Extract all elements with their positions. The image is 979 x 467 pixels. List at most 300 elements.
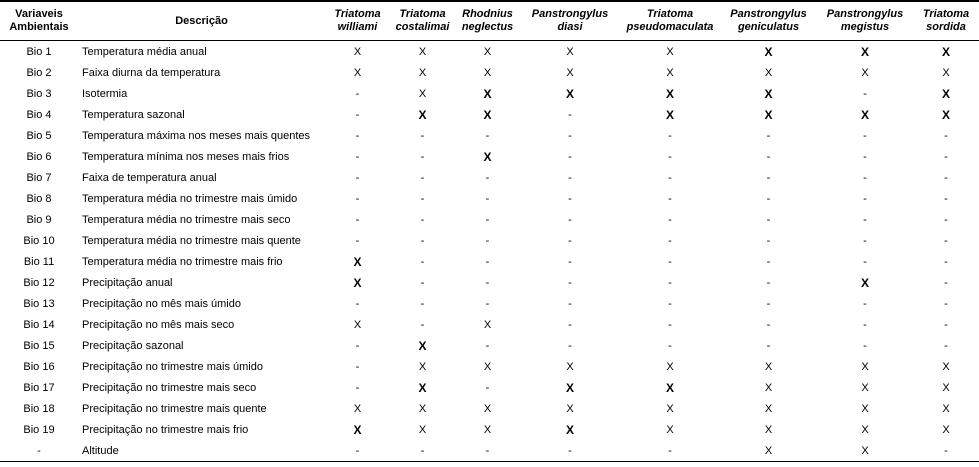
- table-row: [0, 209, 979, 230]
- mark-cell: [390, 125, 455, 146]
- mark-value: X: [941, 86, 950, 101]
- mark-value: X: [665, 107, 674, 122]
- mark-value: X: [353, 402, 362, 415]
- mark-cell: [817, 188, 913, 209]
- mark-value: -: [568, 339, 572, 352]
- mark-cell: [720, 230, 817, 251]
- mark-cell: [620, 419, 720, 440]
- mark-value: -: [485, 276, 490, 289]
- mark-cell: [720, 83, 817, 104]
- table-row: [0, 104, 979, 125]
- mark-cell: [325, 188, 390, 209]
- mark-value: X: [418, 360, 427, 373]
- mark-value: X: [860, 275, 869, 290]
- mark-value: -: [863, 192, 867, 205]
- mark-cell: [720, 272, 817, 293]
- mark-cell: [390, 188, 455, 209]
- mark-cell: [390, 293, 455, 314]
- mark-value: X: [764, 107, 773, 122]
- mark-value: -: [420, 297, 425, 310]
- mark-cell: [390, 356, 455, 377]
- table-row: [0, 398, 979, 419]
- table-row: [0, 272, 979, 293]
- mark-value: X: [483, 318, 492, 331]
- mark-value: -: [944, 171, 948, 184]
- mark-value: -: [863, 129, 867, 142]
- mark-cell: [520, 146, 620, 167]
- mark-value: -: [485, 192, 490, 205]
- mark-cell: [913, 125, 979, 146]
- mark-value: X: [483, 66, 492, 79]
- mark-cell: [913, 440, 979, 462]
- mark-cell: [455, 146, 520, 167]
- mark-cell: [913, 104, 979, 125]
- mark-cell: [817, 62, 913, 83]
- mark-cell: [390, 41, 455, 63]
- mark-value: -: [420, 444, 425, 457]
- mark-value: X: [665, 86, 674, 101]
- mark-cell: [913, 419, 979, 440]
- mark-value: X: [665, 380, 674, 395]
- mark-value: X: [666, 360, 674, 373]
- description-cell: Precipitação anual: [82, 276, 173, 289]
- table-row: [0, 251, 979, 272]
- table-row: [0, 440, 979, 462]
- mark-cell: [620, 167, 720, 188]
- mark-cell: [520, 83, 620, 104]
- header-species: Panstrongylus diasi: [520, 1, 620, 41]
- mark-cell: [520, 230, 620, 251]
- mark-value: -: [944, 276, 948, 289]
- header-species: Triatoma costalimai: [390, 1, 455, 41]
- mark-cell: [913, 398, 979, 419]
- mark-value: X: [942, 381, 950, 394]
- mark-cell: [620, 62, 720, 83]
- mark-value: -: [485, 234, 490, 247]
- header-species: Triatoma williami: [325, 1, 390, 41]
- mark-value: X: [764, 66, 773, 79]
- mark-value: -: [668, 234, 672, 247]
- mark-cell: [455, 272, 520, 293]
- mark-value: -: [668, 444, 672, 457]
- mark-cell: [390, 440, 455, 462]
- mark-value: -: [766, 276, 771, 289]
- mark-value: X: [942, 66, 950, 79]
- mark-value: X: [860, 44, 869, 59]
- mark-cell: [620, 335, 720, 356]
- mark-cell: [620, 104, 720, 125]
- mark-value: -: [944, 444, 948, 457]
- mark-cell: [913, 146, 979, 167]
- mark-value: X: [483, 45, 492, 58]
- mark-value: -: [863, 234, 867, 247]
- mark-cell: [455, 335, 520, 356]
- mark-cell: [817, 83, 913, 104]
- mark-value: -: [766, 234, 771, 247]
- mark-value: -: [668, 339, 672, 352]
- mark-value: X: [942, 423, 950, 436]
- mark-cell: [325, 335, 390, 356]
- mark-value: -: [766, 318, 771, 331]
- mark-cell: [455, 293, 520, 314]
- mark-value: -: [568, 318, 572, 331]
- mark-cell: [620, 272, 720, 293]
- mark-cell: [913, 41, 979, 63]
- mark-cell: [817, 272, 913, 293]
- mark-value: X: [764, 360, 773, 373]
- mark-value: -: [420, 129, 425, 142]
- mark-value: X: [942, 360, 950, 373]
- mark-value: X: [861, 444, 869, 457]
- mark-value: -: [568, 255, 572, 268]
- description-cell: Temperatura máxima nos meses mais quentes: [82, 129, 311, 142]
- mark-cell: [520, 272, 620, 293]
- mark-cell: [455, 377, 520, 398]
- mark-cell: [455, 41, 520, 63]
- mark-cell: [913, 188, 979, 209]
- mark-value: X: [666, 423, 674, 436]
- mark-cell: [720, 209, 817, 230]
- mark-value: -: [863, 213, 867, 226]
- mark-value: -: [568, 276, 572, 289]
- mark-cell: [620, 293, 720, 314]
- variable-cell: Bio 8: [26, 192, 52, 205]
- table-row: [0, 125, 979, 146]
- mark-cell: [325, 419, 390, 440]
- mark-value: -: [485, 255, 490, 268]
- mark-value: -: [355, 171, 360, 184]
- mark-cell: [817, 104, 913, 125]
- mark-value: X: [418, 66, 427, 79]
- mark-value: -: [863, 318, 867, 331]
- mark-value: -: [568, 129, 572, 142]
- mark-cell: [390, 377, 455, 398]
- mark-cell: [325, 146, 390, 167]
- mark-cell: [620, 440, 720, 462]
- mark-cell: [620, 41, 720, 63]
- mark-value: X: [941, 107, 950, 122]
- mark-value: -: [568, 150, 572, 163]
- mark-value: X: [483, 423, 492, 436]
- mark-cell: [620, 209, 720, 230]
- mark-value: -: [668, 171, 672, 184]
- variable-cell: Bio 7: [26, 171, 52, 184]
- mark-cell: [455, 167, 520, 188]
- mark-value: X: [353, 275, 362, 290]
- mark-value: -: [355, 297, 360, 310]
- mark-value: -: [420, 192, 425, 205]
- mark-value: -: [485, 444, 490, 457]
- table-row: [0, 314, 979, 335]
- mark-value: X: [764, 381, 773, 394]
- mark-cell: [913, 293, 979, 314]
- mark-cell: [325, 209, 390, 230]
- table-row: [0, 188, 979, 209]
- mark-cell: [620, 188, 720, 209]
- mark-cell: [520, 419, 620, 440]
- description-cell: Precipitação no trimestre mais quente: [82, 402, 267, 415]
- description-cell: Precipitação no trimestre mais úmido: [82, 360, 263, 373]
- mark-value: -: [355, 444, 360, 457]
- mark-value: X: [565, 422, 574, 437]
- mark-cell: [455, 209, 520, 230]
- mark-cell: [720, 419, 817, 440]
- mark-value: -: [944, 297, 948, 310]
- mark-value: -: [863, 171, 867, 184]
- header-species: Panstrongylus geniculatus: [720, 1, 817, 41]
- variable-cell: Bio 12: [23, 276, 55, 289]
- mark-value: X: [861, 423, 869, 436]
- mark-value: -: [944, 150, 948, 163]
- table-row: [0, 293, 979, 314]
- description-cell: Temperatura mínima nos meses mais frios: [82, 150, 290, 163]
- mark-cell: [520, 209, 620, 230]
- mark-value: -: [944, 192, 948, 205]
- mark-value: X: [353, 66, 362, 79]
- mark-cell: [325, 272, 390, 293]
- mark-value: X: [418, 402, 427, 415]
- mark-cell: [325, 125, 390, 146]
- variable-cell: Bio 16: [23, 360, 55, 373]
- table-row: [0, 377, 979, 398]
- mark-cell: [520, 167, 620, 188]
- header-species: Triatoma pseudomaculata: [620, 1, 720, 41]
- mark-cell: [520, 293, 620, 314]
- variable-cell: -: [0, 440, 78, 462]
- mark-cell: [520, 104, 620, 125]
- description-cell: Precipitação no mês mais seco: [82, 318, 235, 331]
- mark-cell: [720, 398, 817, 419]
- mark-cell: [817, 230, 913, 251]
- mark-value: X: [566, 402, 574, 415]
- mark-value: -: [944, 318, 948, 331]
- mark-value: X: [566, 66, 574, 79]
- mark-value: X: [353, 318, 362, 331]
- mark-value: -: [766, 339, 771, 352]
- mark-cell: [720, 440, 817, 462]
- mark-value: X: [942, 402, 950, 415]
- variable-cell: Bio 10: [23, 234, 55, 247]
- mark-value: X: [418, 45, 427, 58]
- mark-value: -: [668, 255, 672, 268]
- variable-cell: Bio 6: [26, 150, 52, 163]
- description-cell: Precipitação no mês mais úmido: [82, 297, 241, 310]
- mark-cell: [720, 146, 817, 167]
- mark-cell: [325, 398, 390, 419]
- mark-value: -: [766, 129, 771, 142]
- mark-value: X: [353, 422, 362, 437]
- mark-value: -: [355, 192, 360, 205]
- mark-value: -: [568, 234, 572, 247]
- mark-cell: [390, 272, 455, 293]
- mark-value: X: [418, 107, 427, 122]
- mark-value: -: [668, 318, 672, 331]
- mark-value: -: [420, 171, 425, 184]
- mark-value: X: [483, 149, 492, 164]
- mark-cell: [325, 251, 390, 272]
- mark-value: -: [944, 129, 948, 142]
- mark-cell: [325, 104, 390, 125]
- mark-cell: [455, 62, 520, 83]
- mark-value: X: [418, 423, 427, 436]
- mark-cell: [913, 272, 979, 293]
- mark-cell: [390, 419, 455, 440]
- mark-cell: [390, 209, 455, 230]
- mark-value: -: [668, 297, 672, 310]
- mark-value: X: [764, 423, 773, 436]
- table-row: [0, 419, 979, 440]
- mark-cell: [325, 230, 390, 251]
- table-body: [0, 41, 979, 462]
- variable-cell: Bio 2: [26, 66, 52, 79]
- mark-value: -: [420, 276, 425, 289]
- mark-cell: [720, 167, 817, 188]
- mark-cell: [455, 188, 520, 209]
- description-cell: Precipitação no trimestre mais seco: [82, 381, 257, 394]
- mark-cell: [913, 314, 979, 335]
- mark-value: -: [944, 213, 948, 226]
- header-species: Triatoma sordida: [913, 1, 979, 41]
- mark-value: -: [485, 297, 490, 310]
- mark-value: -: [485, 339, 490, 352]
- mark-value: X: [483, 402, 492, 415]
- mark-cell: [817, 335, 913, 356]
- mark-cell: [520, 314, 620, 335]
- mark-value: -: [944, 234, 948, 247]
- mark-cell: [390, 335, 455, 356]
- header-description: Descrição: [78, 1, 325, 41]
- mark-value: -: [355, 339, 360, 352]
- variable-cell: Bio 18: [23, 402, 55, 415]
- header-species: Panstrongylus megistus: [817, 1, 913, 41]
- mark-cell: [390, 314, 455, 335]
- table-row: [0, 335, 979, 356]
- mark-cell: [913, 230, 979, 251]
- mark-value: -: [766, 150, 771, 163]
- mark-value: -: [863, 255, 867, 268]
- mark-value: -: [944, 339, 948, 352]
- mark-value: -: [668, 129, 672, 142]
- mark-value: X: [418, 87, 427, 100]
- mark-cell: [913, 209, 979, 230]
- mark-cell: [520, 440, 620, 462]
- mark-value: X: [483, 107, 492, 122]
- mark-value: X: [764, 86, 773, 101]
- mark-cell: [390, 251, 455, 272]
- mark-value: X: [353, 254, 362, 269]
- mark-value: -: [863, 150, 867, 163]
- mark-value: -: [355, 150, 360, 163]
- mark-value: X: [666, 66, 674, 79]
- mark-value: -: [568, 108, 572, 121]
- mark-cell: [520, 356, 620, 377]
- mark-cell: [620, 377, 720, 398]
- variable-cell: Bio 15: [23, 339, 55, 352]
- mark-cell: [817, 41, 913, 63]
- mark-value: -: [420, 150, 425, 163]
- mark-value: -: [485, 381, 490, 394]
- variable-cell: Bio 4: [26, 108, 52, 121]
- mark-value: -: [766, 255, 771, 268]
- mark-cell: [817, 440, 913, 462]
- mark-value: X: [764, 44, 773, 59]
- mark-value: X: [666, 45, 674, 58]
- variable-cell: Bio 5: [26, 129, 52, 142]
- mark-cell: [720, 41, 817, 63]
- mark-value: X: [483, 360, 492, 373]
- mark-cell: [720, 62, 817, 83]
- variable-cell: Bio 3: [26, 87, 52, 100]
- mark-cell: [720, 251, 817, 272]
- mark-cell: [520, 377, 620, 398]
- mark-cell: [455, 230, 520, 251]
- mark-value: X: [565, 86, 574, 101]
- mark-cell: [390, 104, 455, 125]
- mark-cell: [620, 356, 720, 377]
- description-cell: Temperatura média no trimestre mais frio: [82, 255, 283, 268]
- variable-cell: Bio 9: [26, 213, 52, 226]
- mark-cell: [913, 251, 979, 272]
- mark-cell: [520, 335, 620, 356]
- mark-cell: [620, 230, 720, 251]
- mark-cell: [455, 314, 520, 335]
- mark-value: -: [766, 297, 771, 310]
- mark-cell: [913, 377, 979, 398]
- table-row: [0, 41, 979, 63]
- mark-cell: [913, 62, 979, 83]
- mark-cell: [455, 398, 520, 419]
- mark-value: -: [668, 192, 672, 205]
- header-variables: Variaveis Ambientais: [0, 1, 78, 41]
- mark-cell: [817, 251, 913, 272]
- description-cell: Altitude: [78, 440, 325, 462]
- description-cell: Temperatura média no trimestre mais quente: [82, 234, 301, 247]
- mark-value: -: [355, 234, 360, 247]
- mark-value: -: [355, 381, 360, 394]
- mark-cell: [720, 335, 817, 356]
- mark-value: -: [766, 192, 771, 205]
- mark-value: -: [668, 150, 672, 163]
- mark-value: -: [420, 255, 425, 268]
- mark-value: X: [353, 45, 362, 58]
- variable-cell: Bio 14: [23, 318, 55, 331]
- description-cell: Precipitação sazonal: [82, 339, 184, 352]
- mark-cell: [817, 209, 913, 230]
- variable-cell: Bio 11: [23, 255, 55, 268]
- mark-cell: [817, 398, 913, 419]
- header-row: [0, 1, 979, 41]
- mark-cell: [720, 188, 817, 209]
- mark-value: X: [566, 45, 574, 58]
- mark-value: X: [418, 338, 427, 353]
- mark-cell: [620, 314, 720, 335]
- mark-cell: [325, 41, 390, 63]
- mark-cell: [913, 356, 979, 377]
- mark-value: X: [483, 86, 492, 101]
- mark-cell: [913, 83, 979, 104]
- mark-cell: [455, 83, 520, 104]
- mark-value: X: [565, 380, 574, 395]
- mark-cell: [325, 293, 390, 314]
- mark-value: -: [568, 213, 572, 226]
- mark-cell: [520, 41, 620, 63]
- mark-value: -: [944, 255, 948, 268]
- mark-cell: [817, 314, 913, 335]
- table-row: [0, 167, 979, 188]
- mark-value: -: [766, 171, 771, 184]
- mark-value: -: [485, 171, 490, 184]
- mark-cell: [620, 146, 720, 167]
